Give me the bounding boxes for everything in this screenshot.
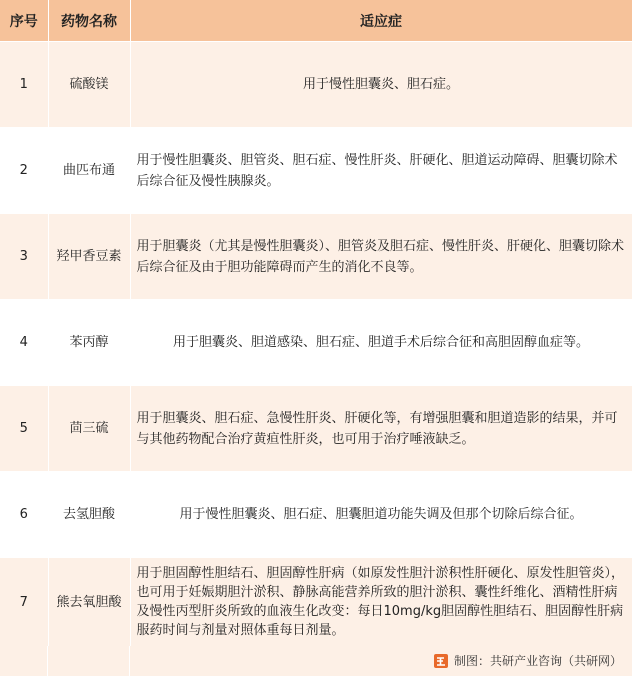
header-drug-name: 药物名称 <box>48 0 130 42</box>
row-index: 6 <box>0 472 48 558</box>
table-row <box>0 214 632 300</box>
table-row <box>0 128 632 214</box>
row-drug-name: 茴三硫 <box>48 386 130 472</box>
row-indication: 用于胆固醇性胆结石、胆固醇性肝病（如原发性胆汁淤积性肝硬化、原发性胆管炎），也可用于妊娠期胆汁淤积、静脉高能营养所致的胆汁淤积、囊性纤维化、酒精性肝病及慢性丙型肝炎所致的血液生化改变：每日10mg/kg胆固醇性胆结石、胆固醇性肝病服药时间与剂量对照体重每日剂量。 <box>130 558 632 647</box>
row-index: 3 <box>0 214 48 300</box>
row-drug-name: 羟甲香豆素 <box>48 214 130 300</box>
row-indication: 用于胆囊炎（尤其是慢性胆囊炎）、胆管炎及胆石症、慢性肝炎、肝硬化、胆囊切除术后综合征及由于胆功能障碍而产生的消化不良等。 <box>130 214 632 300</box>
row-indication: 用于慢性胆囊炎、胆管炎、胆石症、慢性肝炎、肝硬化、胆道运动障碍、胆囊切除术后综合征及慢性胰腺炎。 <box>130 128 632 214</box>
row-indication: 用于胆囊炎、胆石症、急慢性肝炎、肝硬化等，有增强胆囊和胆道造影的结果，并可与其他药物配合治疗黄疸性肝炎，也可用于治疗唾液缺乏。 <box>130 386 632 472</box>
table-row <box>0 558 632 647</box>
footer-cell <box>0 646 48 676</box>
table-row <box>0 42 632 128</box>
table-row <box>0 386 632 472</box>
row-drug-name: 去氢胆酸 <box>48 472 130 558</box>
row-drug-name: 硫酸镁 <box>48 42 130 128</box>
row-index: 2 <box>0 128 48 214</box>
footer-cell <box>48 646 130 676</box>
table-footer <box>0 646 632 676</box>
brand-logo-icon <box>434 654 448 668</box>
credit-text: 制图：共研产业咨询（共研网） <box>453 654 622 668</box>
row-index: 1 <box>0 42 48 128</box>
row-index: 5 <box>0 386 48 472</box>
row-indication: 用于慢性胆囊炎、胆石症、胆囊胆道功能失调及但那个切除后综合征。 <box>130 472 632 558</box>
table-row <box>0 300 632 386</box>
table-header-row <box>0 0 632 42</box>
header-indication: 适应症 <box>130 0 632 42</box>
row-drug-name: 苯丙醇 <box>48 300 130 386</box>
row-indication: 用于慢性胆囊炎、胆石症。 <box>130 42 632 128</box>
row-index: 7 <box>0 558 48 647</box>
row-index: 4 <box>0 300 48 386</box>
row-drug-name: 曲匹布通 <box>48 128 130 214</box>
source-credit <box>434 652 622 669</box>
row-drug-name: 熊去氧胆酸 <box>48 558 130 647</box>
table-row <box>0 472 632 558</box>
row-indication: 用于胆囊炎、胆道感染、胆石症、胆道手术后综合征和高胆固醇血症等。 <box>130 300 632 386</box>
header-index: 序号 <box>0 0 48 42</box>
